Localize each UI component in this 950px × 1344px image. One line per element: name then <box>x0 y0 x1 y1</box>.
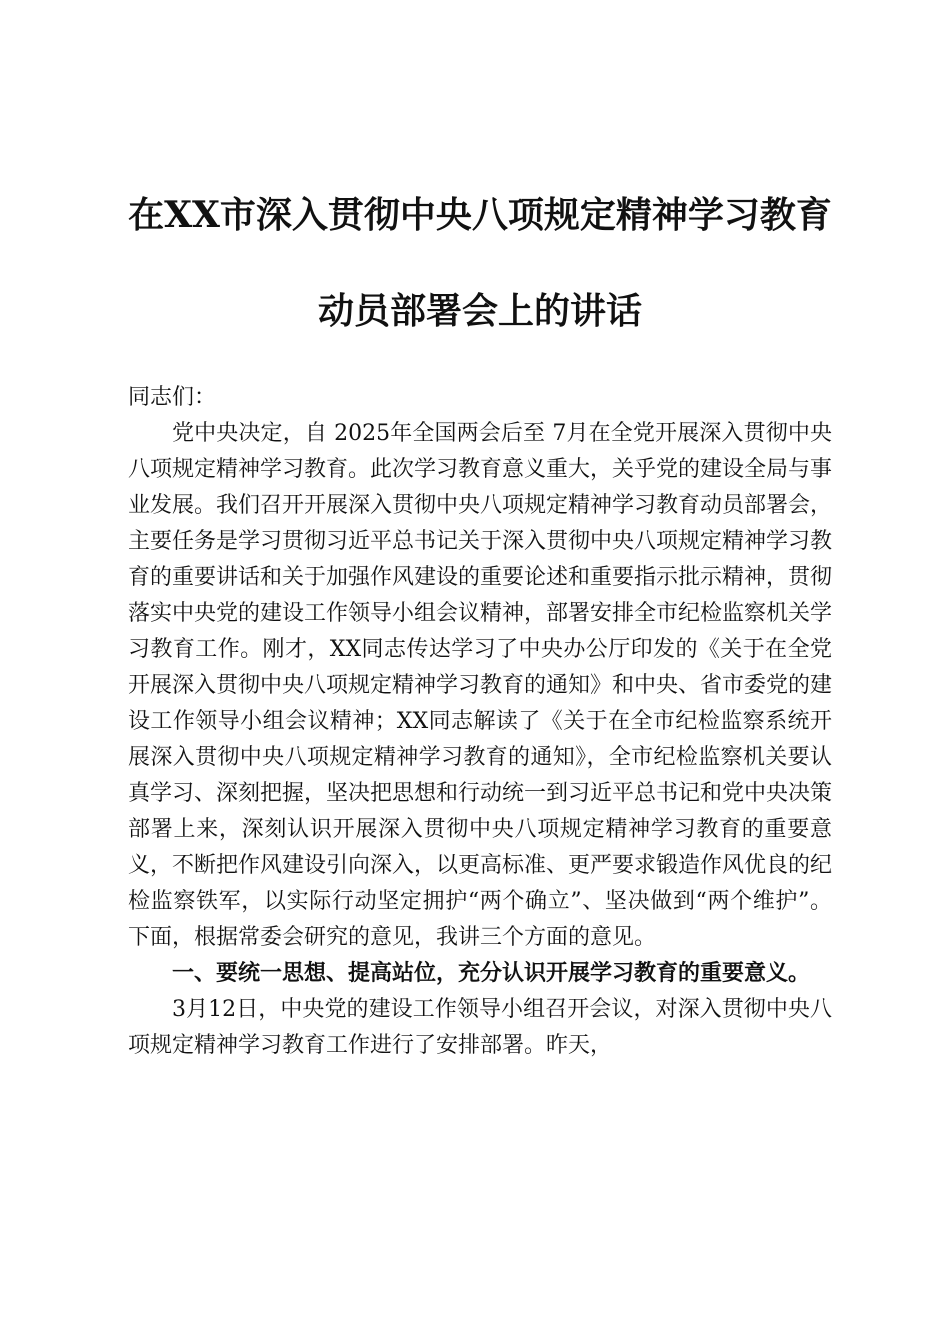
document-title-line2: 动员部署会上的讲话 <box>317 290 642 332</box>
paragraph-intro: 党中央决定，自 2025年全国两会后至 7月在全党开展深入贯彻中央八项规定精神学习教育。此次学习教育意义重大，关乎党的建设全局与事业发展。我们召开开展深入贯彻中央八项规定精神学习教育动员部署会，主要任务是学习贯彻习近平总书记关于深入贯彻中央八项规定精神学习教育的重要讲话和关于加强作风建设的重要论述和重要指示批示精神，贯彻落实中央党的建设工作领导小组会议精神，部署安排全市纪检监察机关学习教育工作。刚才，XX同志传达学习了中央办公厅印发的《关于在全党开展深入贯彻中央八项规定精神学习教育的通知》和中央、省市委党的建设工作领导小组会议精神；XX同志解读了《关于在全市纪检监察系统开展深入贯彻中央八项规定精神学习教育的通知》，全市纪检监察机关要认真学习、深刻把握，坚决把思想和行动统一到习近平总书记和党中央决策部署上来，深刻认识开展深入贯彻中央八项规定精神学习教育的重要意义，不断把作风建设引向深入，以更高标准、更严要求锻造作风优良的纪检监察铁军，以实际行动坚定拥护“两个确立”、坚决做到“两个维护”。下面，根据常委会研究的意见，我讲三个方面的意见。 <box>128 421 833 950</box>
document-title-line1: 在XX市深入贯彻中央八项规定精神学习教育 <box>128 194 832 236</box>
paragraph-section-1: 3月12日，中央党的建设工作领导小组召开会议，对深入贯彻中央八项规定精神学习教育工作进行了安排部署。昨天， <box>128 997 832 1058</box>
document-body <box>128 380 832 1064</box>
section-heading-1: 一、要统一思想、提高站位，充分认识开展学习教育的重要意义。 <box>172 961 811 986</box>
salutation: 同志们： <box>128 385 217 410</box>
